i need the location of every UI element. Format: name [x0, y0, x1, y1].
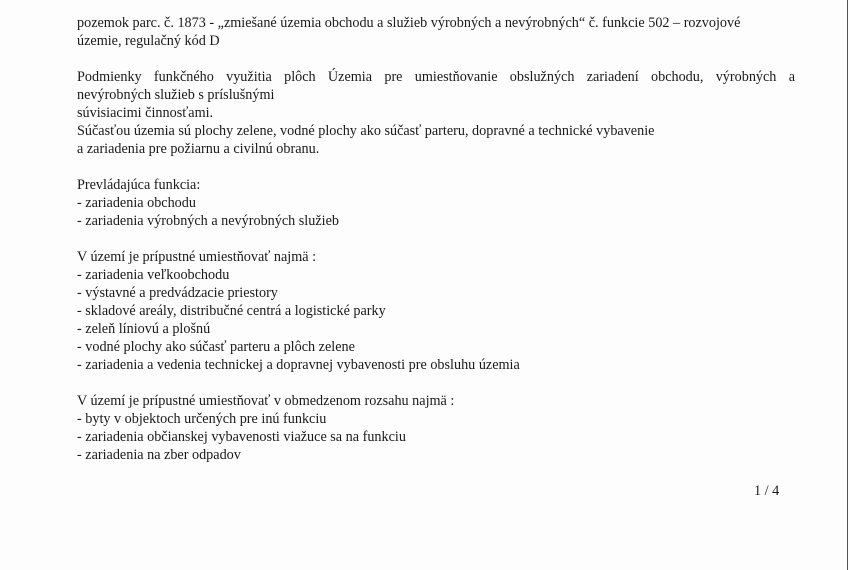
conditions-line: a zariadenia pre požiarnu a civilnú obranu. [77, 141, 320, 157]
section-heading: V území je prípustné umiestňovať v obmedzenom rozsahu najmä : [77, 393, 455, 409]
header-line: územie, regulačný kód D [77, 33, 220, 49]
conditions-line: nevýrobných služieb s príslušnými [77, 87, 275, 103]
list-item: - zeleň líniovú a plošnú [77, 321, 211, 337]
header-line: pozemok parc. č. 1873 - „zmiešané územia obchodu a služieb výrobných a nevýrobných“ č. funkcie 502 – rozvojové [77, 15, 741, 31]
document-body [77, 14, 795, 464]
list-item: - zariadenia na zber odpadov [77, 447, 241, 463]
section-heading: Prevládajúca funkcia: [77, 177, 201, 193]
page-edge-line [847, 0, 848, 570]
paragraph-gap [77, 374, 795, 392]
paragraph-gap [77, 158, 795, 176]
list-item: - zariadenia veľkoobchodu [77, 267, 230, 283]
conditions-line: súvisiacimi činnosťami. [77, 105, 214, 121]
list-item: - zariadenia a vedenia technickej a dopravnej vybavenosti pre obsluhu územia [77, 357, 520, 373]
section-heading: V území je prípustné umiestňovať najmä : [77, 249, 317, 265]
list-item: - zariadenia výrobných a nevýrobných služieb [77, 213, 339, 229]
list-item: - byty v objektoch určených pre inú funkciu [77, 411, 327, 427]
page-number: 1 / 4 [754, 483, 780, 499]
list-item: - zariadenia obchodu [77, 195, 196, 211]
list-item: - výstavné a predvádzacie priestory [77, 285, 278, 301]
list-item: - skladové areály, distribučné centrá a logistické parky [77, 303, 386, 319]
paragraph-gap [77, 230, 795, 248]
paragraph-gap [77, 50, 795, 68]
conditions-line: Podmienky funkčného využitia plôch Územia pre umiestňovanie obslužných zariadení obchodu, výrobných a [77, 69, 795, 85]
list-item: - vodné plochy ako súčasť parteru a plôch zelene [77, 339, 355, 355]
list-item: - zariadenia občianskej vybavenosti viažuce sa na funkciu [77, 429, 406, 445]
conditions-line: Súčasťou územia sú plochy zelene, vodné plochy ako súčasť parteru, dopravné a technické vybavenie [77, 123, 655, 139]
